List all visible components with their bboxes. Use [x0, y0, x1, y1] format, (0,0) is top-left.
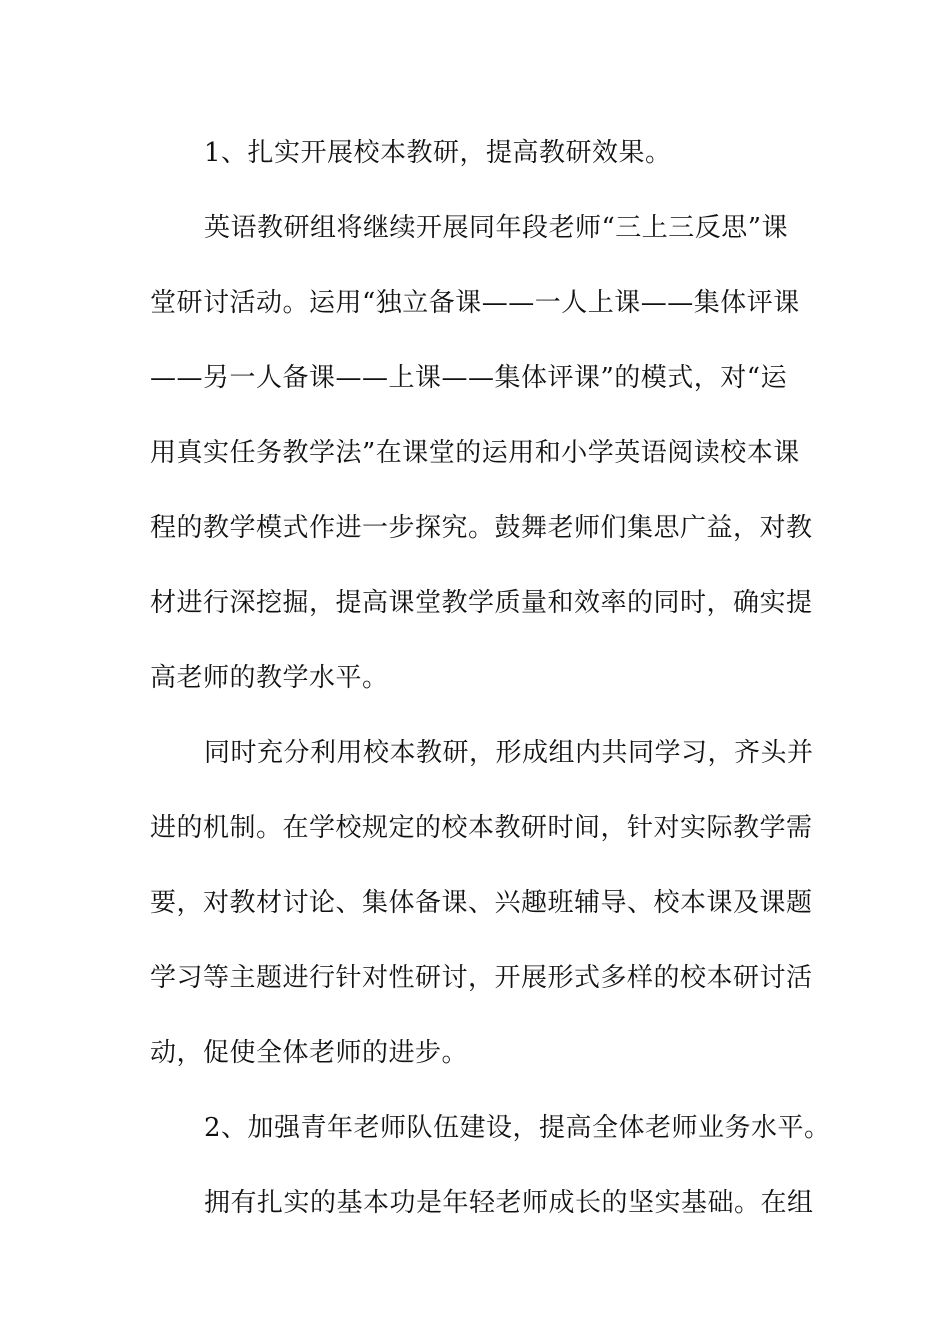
paragraph-line: 同时充分利用校本教研，形成组内共同学习，齐头并 — [204, 738, 814, 768]
paragraph-line: 英语教研组将继续开展同年段老师“三上三反思”课 — [204, 213, 789, 243]
paragraph-line: 用真实任务教学法”在课堂的运用和小学英语阅读校本课 — [150, 438, 800, 468]
paragraph-line: 堂研讨活动。运用“独立备课——一人上课——集体评课 — [150, 288, 800, 318]
paragraph-line: 要，对教材讨论、集体备课、兴趣班辅导、校本课及课题 — [150, 888, 813, 918]
paragraph-line: 高老师的教学水平。 — [150, 663, 389, 693]
paragraph-line: 材进行深挖掘，提高课堂教学质量和效率的同时，确实提 — [150, 588, 813, 618]
paragraph-line: 拥有扎实的基本功是年轻老师成长的坚实基础。在组 — [204, 1188, 814, 1218]
paragraph-line: ——另一人备课——上课——集体评课”的模式，对“运 — [150, 363, 788, 393]
section-heading-1: 1、扎实开展校本教研，提高教研效果。 — [204, 138, 672, 168]
paragraph-line: 学习等主题进行针对性研讨，开展形式多样的校本研讨活 — [150, 963, 813, 993]
paragraph-line: 程的教学模式作进一步探究。鼓舞老师们集思广益，对教 — [150, 513, 813, 543]
section-heading-2: 2、加强青年老师队伍建设，提高全体老师业务水平。 — [204, 1113, 831, 1143]
paragraph-line: 进的机制。在学校规定的校本教研时间，针对实际教学需 — [150, 813, 813, 843]
paragraph-line: 动，促使全体老师的进步。 — [150, 1038, 469, 1068]
